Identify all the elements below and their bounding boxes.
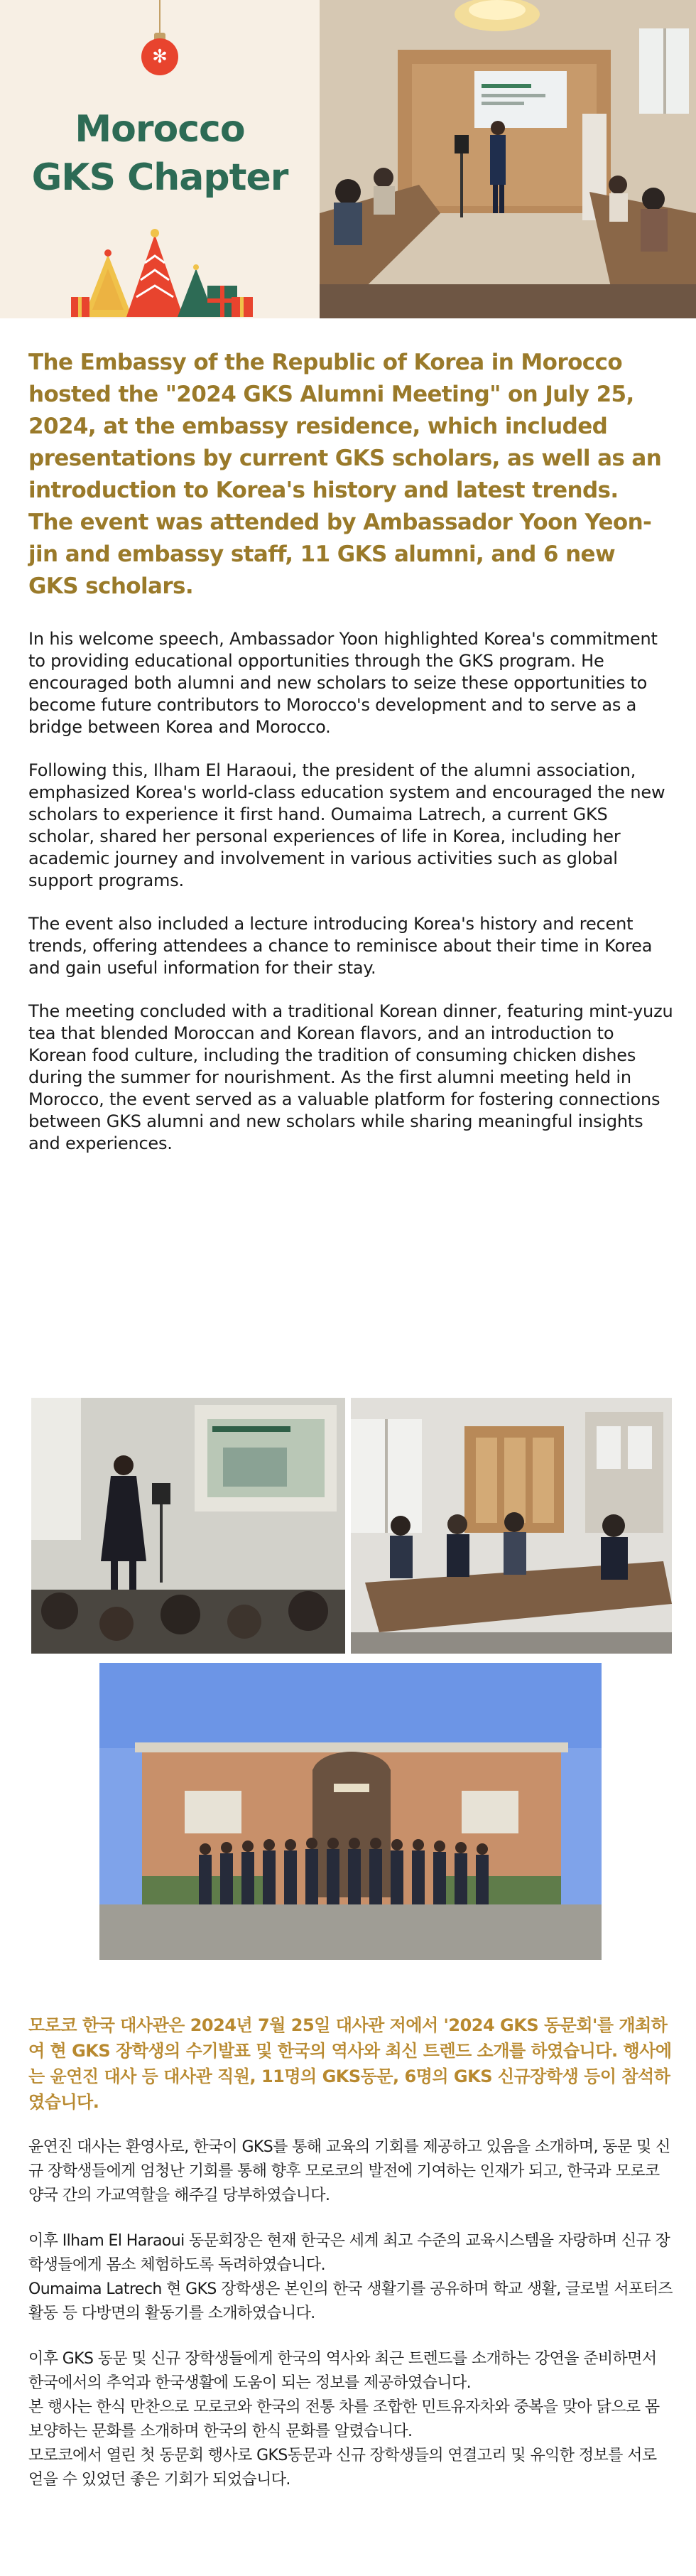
header-title-panel [0,0,320,318]
event-photo-illustration [320,0,696,318]
page-title [0,105,320,202]
lead-paragraph-ko: 모로코 한국 대사관은 2024년 7월 25일 대사관 저에서 '2024 GKS 동문회'를 개최하여 현 GKS 장학생의 수기발표 및 한국의 역사와 최신 트렌드 소개를 하였습니다. 행사에는 윤연진 대사 등 대사관 직원, 11명의 GKS동문, 6명의 GKS 신규장학생 등이 참석하였습니다. [28,2015,672,2112]
event-photo-audience [351,1398,672,1654]
header-banner [0,0,696,318]
body-paragraph-en-2: Following this, Ilham El Haraoui, the president of the alumni association, emphasized Korea's world-class education system and encouraged the new scholars to experience it first hand. Oumaima Latrech, a current GKS scholar, shared her personal experiences of life in Korea, including her academic journey and involvement in various activities such as global support programs. [28,760,665,890]
article-body-en [28,628,675,1176]
event-photo-speech-illustration [31,1398,345,1654]
body-paragraph-en-1: In his welcome speech, Ambassador Yoon highlighted Korea's commitment to providing educational opportunities through the GKS program. He encouraged both alumni and new scholars to seize these opportunities to become future contributors to Morocco's development and to serve as a bridge between Korea and Morocco. [28,629,658,737]
body-paragraph-ko-1: 윤연진 대사는 환영사로, 한국이 GKS를 통해 교육의 기회를 제공하고 있음을 소개하며, 동문 및 신규 장학생들에게 엄청난 기회를 통해 향후 모로코의 발전에 기여하는 인재가 되고, 한국과 모로코 양국 간의 가교역할을 해주길 당부하였습니다. [28,2138,670,2204]
event-photo-group [99,1663,602,1960]
body-paragraph-ko-3: 이후 GKS 동문 및 신규 장학생들에게 한국의 역사와 최근 트렌드를 소개하는 강연을 준비하면서 한국에서의 추억과 한국생활에 도움이 되는 정보를 제공하였습니다. 본 행사는 한식 만찬으로 모로코와 한국의 전통 차를 조합한 민트유자차와 중복을 맞아 닭으로 몸 보양하는 문화를 소개하며 한국의 한식 문화를 알렸습니다. 모로코에서 열린 첫 동문회 행사로 GKS동문과 신규 장학생들의 연결고리 및 유익한 정보를 서로 얻을 수 있었던 좋은 기회가 되었습니다. [28,2350,660,2489]
ornament-string [159,0,161,36]
body-paragraph-ko-2: 이후 Ilham El Haraoui 동문회장은 현재 한국은 세계 최고 수준의 교육시스템을 자랑하며 신규 장학생들에게 몸소 체험하도록 독려하였습니다. Oumaima Latrech 현 GKS 장학생은 본인의 한국 생활기를 공유하며 학교 생활, 글로벌 서포터즈 활동 등 다방면의 활동기를 소개하였습니다. [28,2232,673,2322]
event-photo-audience-illustration [351,1398,672,1654]
lead-paragraph-en: The Embassy of the Republic of Korea in Morocco hosted the "2024 GKS Alumni Meeting" on July 25, 2024, at the embassy residence, which included presentations by current GKS scholars, as well as an introduction to Korea's history and latest trends. The event was attended by Ambassador Yoon Yeon-jin and embassy staff, 11 GKS alumni, and 6 new GKS scholars. [28,350,662,599]
article-body-ko [28,2135,675,2492]
event-photo-presentation [320,0,696,318]
body-paragraph-en-3: The event also included a lecture introducing Korea's history and recent trends, offering attendees a chance to reminisce about their time in Korea and gain useful information for their stay. [28,914,653,978]
christmas-trees-icon [71,226,256,318]
body-paragraph-en-4: The meeting concluded with a traditional Korean dinner, featuring mint-yuzu tea that blended Moroccan and Korean flavors, and an introduction to Korean food culture, including the tradition of consuming chicken dishes during the summer for nourishment. As the first alumni meeting held in Morocco, the event served as a valuable platform for fostering connections between GKS alumni and new scholars while sharing meaningful insights and experiences. [28,1001,673,1153]
page-title-line-1: Morocco [75,108,245,151]
event-photo-speech [31,1398,345,1654]
page-title-line-2: GKS Chapter [31,156,288,199]
snowflake-icon: ✻ [141,38,178,75]
event-photo-group-illustration [99,1663,602,1960]
